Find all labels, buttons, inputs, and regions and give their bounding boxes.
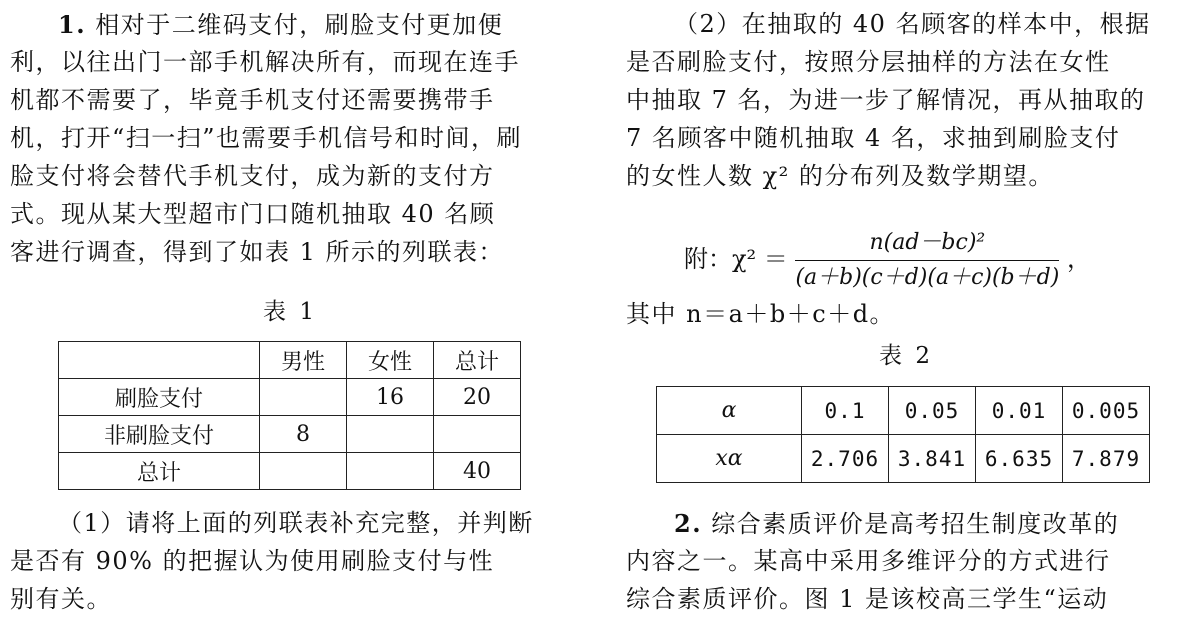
table-cell (347, 416, 434, 453)
table-cell: 男性 (260, 342, 347, 379)
contingency-table (58, 341, 521, 490)
table-cell: 0.05 (889, 387, 976, 435)
table-cell: 女性 (347, 342, 434, 379)
table1-caption: 表 1 (263, 299, 317, 325)
table-cell: 0.1 (802, 387, 889, 435)
table-cell (434, 416, 521, 453)
paragraph-line: （2）在抽取的 40 名顾客的样本中，根据 (674, 10, 1151, 38)
table-cell: 8 (260, 416, 347, 453)
table-row (657, 387, 1150, 435)
paragraph-line: 利，以往出门一部手机解决所有，而现在连手 (10, 48, 520, 76)
table-cell: 7.879 (1063, 435, 1150, 483)
table-cell: 0.005 (1063, 387, 1150, 435)
question-number: 2. (674, 509, 703, 538)
chi-square-formula (684, 228, 1091, 293)
formula-denominator: (a＋b)(c＋d)(a＋c)(b＋d) (795, 265, 1060, 290)
table-cell: α (657, 387, 802, 435)
table-cell: 总计 (59, 453, 260, 490)
paragraph-line: 综合素质评价是高考招生制度改革的 (711, 510, 1120, 538)
table-cell: 非刷脸支付 (59, 416, 260, 453)
table-cell (260, 379, 347, 416)
table-row (59, 453, 521, 490)
table-cell (260, 453, 347, 490)
paragraph-line: 式。现从某大型超市门口随机抽取 40 名顾 (10, 200, 496, 228)
table-cell: 40 (434, 453, 521, 490)
table-cell: 2.706 (802, 435, 889, 483)
table-cell: 20 (434, 379, 521, 416)
table-row (59, 416, 521, 453)
table-row (59, 379, 521, 416)
q1-first-line (58, 6, 503, 43)
formula-suffix: ， (1066, 245, 1091, 273)
table-cell: 0.01 (976, 387, 1063, 435)
paragraph-line: 别有关。 (10, 585, 112, 613)
table-cell: 3.841 (889, 435, 976, 483)
q2-first-line (674, 505, 1119, 542)
formula-prefix: 附：χ² ＝ (684, 245, 788, 273)
critical-value-table (656, 386, 1150, 483)
table-cell: 16 (347, 379, 434, 416)
paragraph-line: 综合素质评价。图 1 是该校高三学生“运动 (626, 585, 1109, 613)
table2-caption: 表 2 (879, 343, 933, 369)
paragraph-line: 7 名顾客中随机抽取 4 名，求抽到刷脸支付 (626, 124, 1121, 152)
table-row (657, 435, 1150, 483)
paragraph-line: 客进行调查，得到了如表 1 所示的列联表： (10, 238, 505, 266)
table-header-row (59, 342, 521, 379)
table-cell (59, 342, 260, 379)
paragraph-line: 中抽取 7 名，为进一步了解情况，再从抽取的 (626, 86, 1146, 114)
table-cell: 总计 (434, 342, 521, 379)
paragraph-line: 是否刷脸支付，按照分层抽样的方法在女性 (626, 48, 1111, 76)
formula-numerator: n(ad－bc)² (795, 228, 1059, 261)
formula-where-line: 其中 n＝a＋b＋c＋d。 (626, 300, 896, 328)
paragraph-line: 的女性人数 χ² 的分布列及数学期望。 (626, 162, 1054, 190)
paragraph-line: （1）请将上面的列联表补充完整，并判断 (58, 509, 534, 537)
paragraph-line: 脸支付将会替代手机支付，成为新的支付方 (10, 162, 495, 190)
paragraph-line: 机都不需要了，毕竟手机支付还需要携带手 (10, 86, 495, 114)
paragraph-line: 内容之一。某高中采用多维评分的方式进行 (626, 547, 1111, 575)
paragraph-line: 是否有 90% 的把握认为使用刷脸支付与性 (10, 547, 495, 575)
table-cell: 刷脸支付 (59, 379, 260, 416)
paragraph-line: 相对于二维码支付，刷脸支付更加便 (95, 11, 504, 39)
formula-fraction (795, 228, 1059, 293)
table-cell (347, 453, 434, 490)
paragraph-line: 机，打开“扫一扫”也需要手机信号和时间，刷 (10, 124, 523, 152)
question-number: 1. (58, 10, 87, 39)
table-cell: 6.635 (976, 435, 1063, 483)
table-cell: xα (657, 435, 802, 483)
